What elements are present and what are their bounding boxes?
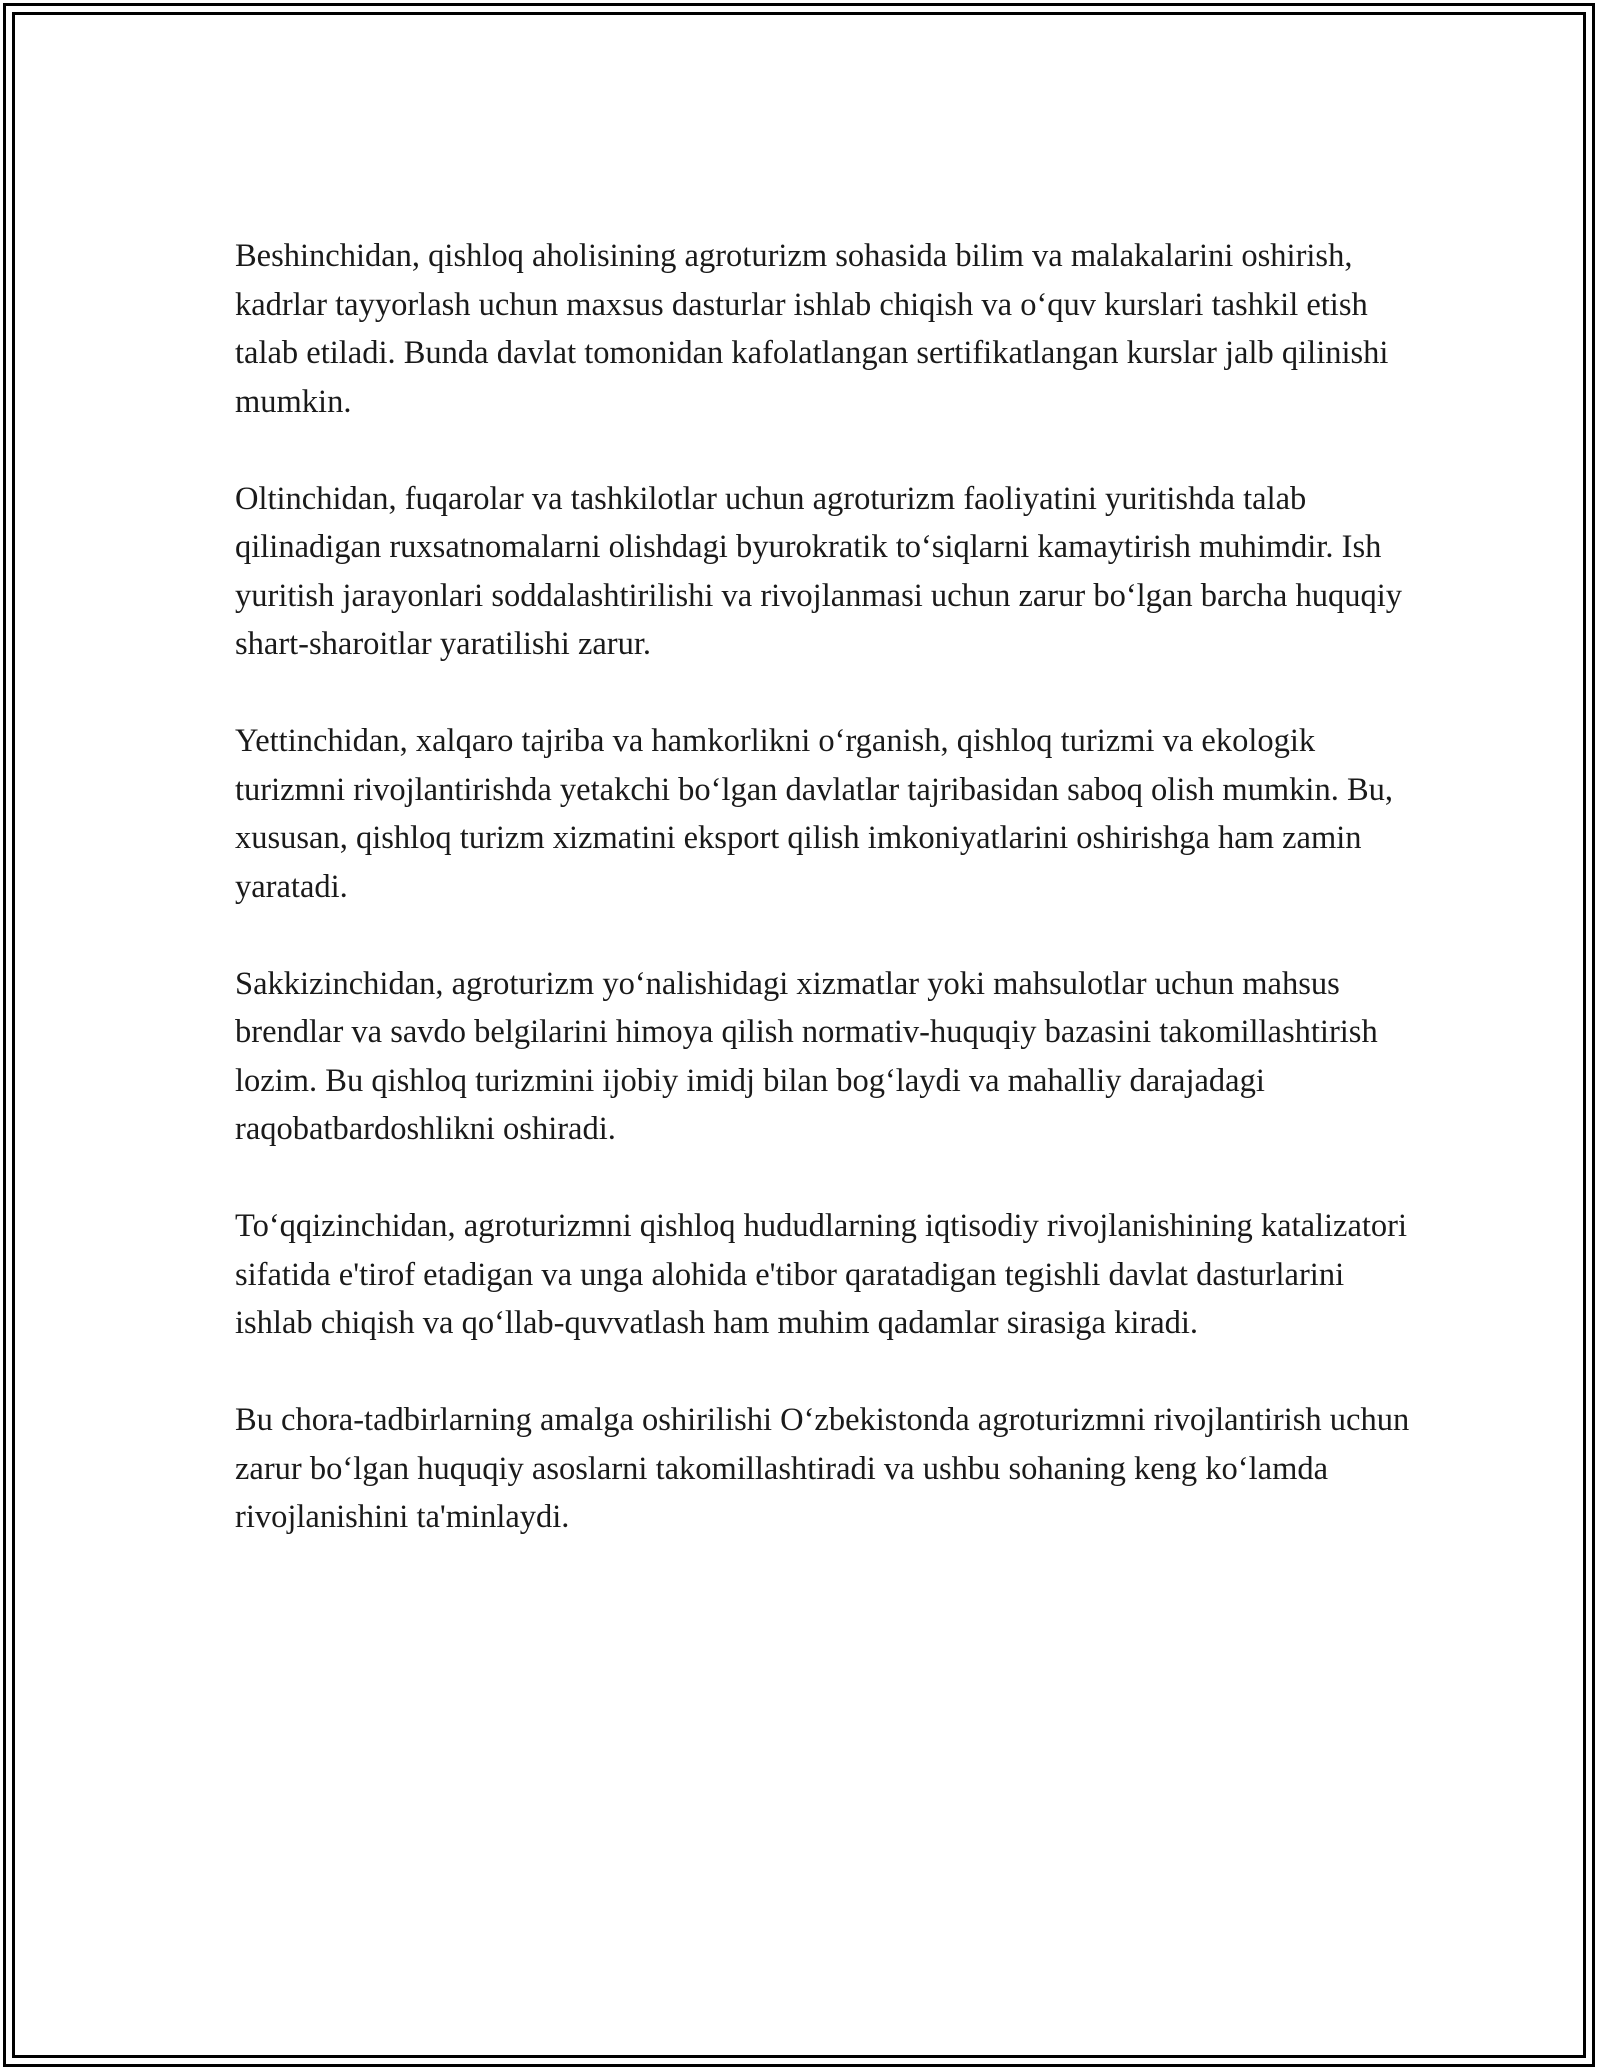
paragraph-sixth-point: Oltinchidan, fuqarolar va tashkilotlar uchun agroturizm faoliyatini yuritishda talab qilinadigan ruxsatnomalarni olishdagi byurokratik to‘siqlarni kamaytirish muhimdir. Ish yuritish jarayonlari soddalashtirilishi va rivojlanmasi uchun zarur bo‘lgan barcha huquqiy shart-sharoitlar yaratilishi zarur. [235,480,1402,662]
paragraph-conclusion: Bu chora-tadbirlarning amalga oshirilishi O‘zbekistonda agroturizmni rivojlantirish uchun zarur bo‘lgan huquqiy asoslarni takomillashtiradi va ushbu sohaning keng ko‘lamda rivojlanishini ta'minlaydi. [235,1402,1410,1535]
paragraph-ninth-point: To‘qqizinchidan, agroturizmni qishloq hududlarning iqtisodiy rivojlanishining katalizatori sifatida e'tirof etadigan va unga alohida e'tibor qaratadigan tegishli davlat dasturlarini ishlab chiqish va qo‘llab-quvvatlash ham muhim qadamlar sirasiga kiradi. [235,1208,1408,1341]
document-body [235,232,1415,1542]
paragraph-seventh-point: Yettinchidan, xalqaro tajriba va hamkorlikni o‘rganish, qishloq turizmi va ekologik turizmni rivojlantirishda yetakchi bo‘lgan davlatlar tajribasidan saboq olish mumkin. Bu, xususan, qishloq turizm xizmatini eksport qilish imkoniyatlarini oshirishga ham zamin yaratadi. [235,723,1394,905]
paragraph-eighth-point: Sakkizinchidan, agroturizm yo‘nalishidagi xizmatlar yoki mahsulotlar uchun mahsus brendlar va savdo belgilarini himoya qilish normativ-huquqiy bazasini takomillashtirish lozim. Bu qishloq turizmini ijobiy imidj bilan bog‘laydi va mahalliy darajadagi raqobatbardoshlikni oshiradi. [235,965,1378,1147]
paragraph-fifth-point: Beshinchidan, qishloq aholisining agroturizm sohasida bilim va malakalarini oshirish, kadrlar tayyorlash uchun maxsus dasturlar ishlab chiqish va o‘quv kurslari tashkil etish talab etiladi. Bunda davlat tomonidan kafolatlangan sertifikatlangan kurslar jalb qilinishi mumkin. [235,238,1389,420]
